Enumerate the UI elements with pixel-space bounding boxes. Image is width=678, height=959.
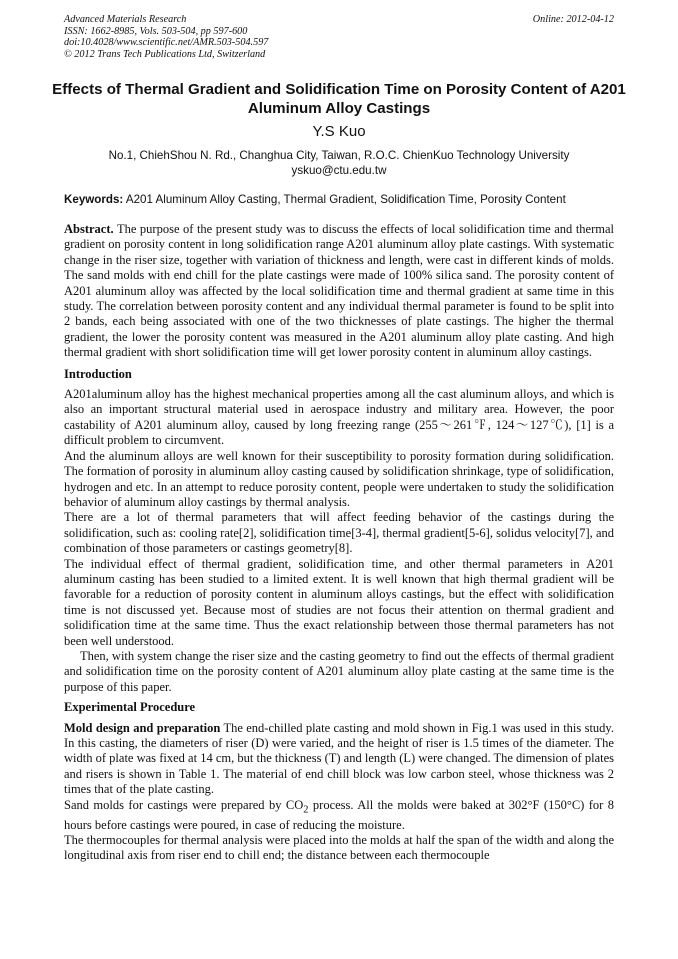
keywords-label: Keywords: <box>64 193 124 206</box>
keywords-line <box>64 193 624 207</box>
affiliation: No.1, ChiehShou N. Rd., Changhua City, Taiwan, R.O.C. ChienKuo Technology University <box>108 149 570 162</box>
author-email: yskuo@ctu.edu.tw <box>291 163 387 177</box>
mold-design-lead: Mold design and preparation <box>64 720 221 735</box>
paper-body <box>64 222 614 864</box>
issn-line: ISSN: 1662-8985, Vols. 503-504, pp 597-600 <box>64 25 248 37</box>
online-date: Online: 2012-04-12 <box>532 14 614 25</box>
paper-title: Effects of Thermal Gradient and Solidification Time on Porosity Content of A201 Aluminum Alloy Castings <box>52 81 626 117</box>
experimental-paragraph-2 <box>64 798 614 833</box>
experimental-paragraph-3: The thermocouples for thermal analysis were placed into the molds at half the span of the width and along the longitudinal axis from riser end to chill end; the distance between each thermocouple <box>64 832 614 863</box>
experimental-text-2a: Sand molds for castings were prepared by CO <box>64 797 304 812</box>
abstract-label: Abstract. <box>64 222 114 236</box>
intro-paragraph-2: And the aluminum alloys are well known for their susceptibility to porosity formation during solidification. The formation of porosity in aluminum alloy casting caused by solidification shrinkage, type of solidification, hydrogen and etc. In an attempt to reduce porosity content, people were undertaken to study the solidification behavior of aluminum alloy castings by thermal analysis. <box>64 448 614 509</box>
intro-paragraph-3: There are a lot of thermal parameters that will affect feeding behavior of the castings during the solidification, such as: cooling rate[2], solidification time[3-4], thermal gradient[5-6], solidus velocity[7], and combination of those parameters or castings geometry[8]. <box>64 510 614 556</box>
experimental-text-2b: process. All the molds were baked at 302°F (150°C) for 8 hours before castings were poured, in case of reducing the moisture. <box>64 797 614 832</box>
experimental-paragraph-1 <box>64 721 614 798</box>
introduction-heading: Introduction <box>64 366 132 381</box>
copyright-line: © 2012 Trans Tech Publications Ltd, Switzerland <box>64 48 266 60</box>
intro-paragraph-1: A201aluminum alloy has the highest mechanical properties among all the cast aluminum alloys, and which is also an important structural material used in aerospace industry and military area. However, the poor castability of A201 aluminum alloy, caused by long freezing range (255～261℉, 124～127℃), [1] is a difficult problem to circumvent. <box>64 387 614 448</box>
author-name: Y.S Kuo <box>312 123 366 140</box>
abstract-paragraph <box>64 222 614 361</box>
keywords-text: A201 Aluminum Alloy Casting, Thermal Gradient, Solidification Time, Porosity Content <box>125 193 566 206</box>
affiliation-block <box>40 149 638 178</box>
journal-header <box>64 14 268 60</box>
experimental-text-1: The end-chilled plate casting and mold shown in Fig.1 was used in this study. In this casting, the diameters of riser (D) were varied, and the height of riser is 1.5 times of the diameter. The width of plate was fixed at 14 cm, but the thickness (T) and length (L) were changed. The dimension of plates and risers is shown in Table 1. The material of end chill block was low carbon steel, whose thickness was 2 times that of the plate casting. <box>64 720 614 797</box>
journal-name: Advanced Materials Research <box>64 14 187 25</box>
intro-paragraph-4: The individual effect of thermal gradient, solidification time, and other thermal parameters in A201 aluminum casting has been studied to a limited extent. It is well known that high thermal gradient will be favorable for a reduction of porosity content in aluminum alloys castings, but the effect with solidification time is not discussed yet. Because most of studies are not focus their attention on thermal gradient and solidification time at the same time. Thus the exact relationship between those thermal parameters has not been well understood. <box>64 556 614 648</box>
co2-subscript: 2 <box>303 804 309 816</box>
experimental-heading: Experimental Procedure <box>64 700 196 715</box>
doi-line: doi:10.4028/www.scientific.net/AMR.503-504.597 <box>64 37 269 49</box>
intro-paragraph-5: Then, with system change the riser size and the casting geometry to find out the effects of thermal gradient and solidification time on the porosity content of A201 aluminum alloy plate casting at the same time is the purpose of this paper. <box>64 648 614 694</box>
abstract-text: The purpose of the present study was to discuss the effects of local solidification time and thermal gradient on porosity content in long solidification range A201 aluminum alloy plate castings. With systematic change in the riser size, together with variation of thickness and length, were cast in different kinds of molds. The sand molds with end chill for the plate castings were made of 100% silica sand. The porosity content of A201 aluminum alloy was affected by the local solidification time and thermal gradient at same time in this study. The correlation between porosity content and any individual thermal parameter is found to be split into 2 bands, each being associated with one of the two thicknesses of plate castings. The higher the thermal gradient, the lower the porosity content was measured in the A201 aluminum alloy plate casting. And high thermal gradient with short solidification time will get lower porosity content in aluminum alloy castings. <box>64 222 614 360</box>
